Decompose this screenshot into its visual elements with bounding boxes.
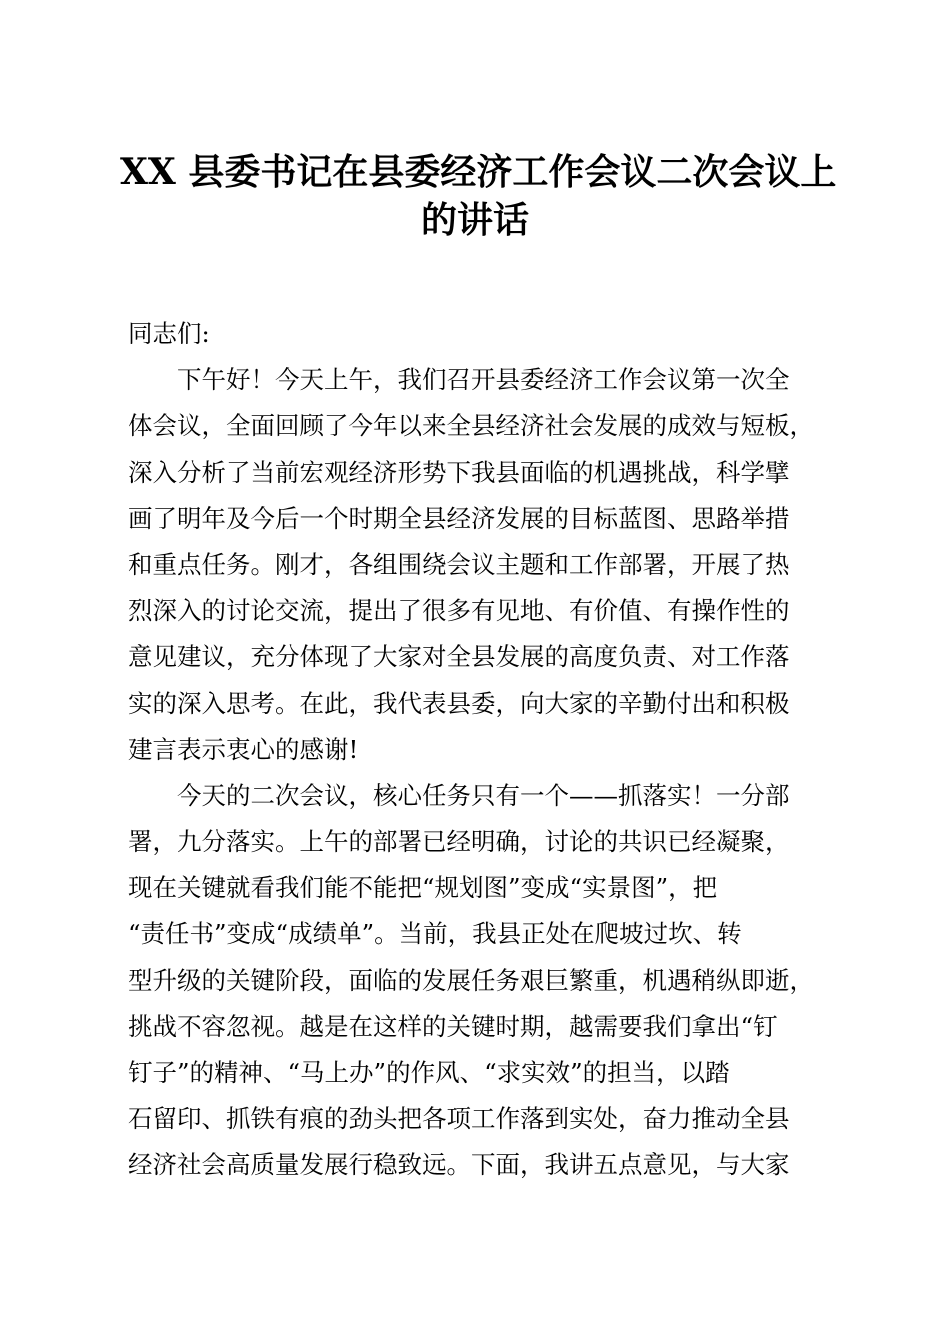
document-body: [128, 311, 848, 1189]
paragraph-line: 署，九分落实。上午的部署已经明确，讨论的共识已经凝聚，: [128, 827, 790, 857]
paragraph-line: 挑战不容忽视。越是在这样的关键时期，越需要我们拿出“钉: [128, 1011, 778, 1041]
paragraph-line: 石留印、抓铁有痕的劲头把各项工作落到实处，奋力推动全县: [128, 1104, 790, 1134]
salutation: 同志们:: [128, 319, 210, 348]
paragraph-1: [128, 357, 848, 773]
paragraph-line: 今天的二次会议，核心任务只有一个——抓落实！一分部: [177, 780, 790, 810]
paragraph-line: 钉子”的精神、“马上办”的作风、“求实效”的担当，以踏: [128, 1058, 730, 1087]
title-line-1: XX 县委书记在县委经济工作会议二次会议上: [120, 151, 837, 193]
paragraph-line: 体会议，全面回顾了今年以来全县经济社会发展的成效与短板，: [128, 411, 814, 441]
paragraph-line: 深入分析了当前宏观经济形势下我县面临的机遇挑战，科学擘: [128, 457, 790, 487]
paragraph-line: 现在关键就看我们能不能把“规划图”变成“实景图”，把: [128, 873, 718, 903]
title-line-2: 的讲话: [420, 199, 529, 241]
paragraph-line: 画了明年及今后一个时期全县经济发展的目标蓝图、思路举措: [128, 503, 790, 533]
paragraph-line: 实的深入思考。在此，我代表县委，向大家的辛勤付出和积极: [128, 688, 790, 718]
document-title: [120, 148, 837, 244]
paragraph-line: 下午好！今天上午，我们召开县委经济工作会议第一次全: [177, 365, 790, 395]
paragraph-line: 型升级的关键阶段，面临的发展任务艰巨繁重，机遇稍纵即逝，: [128, 965, 814, 995]
paragraph-line: “责任书”变成“成绩单”。当前，我县正处在爬坡过坎、转: [128, 919, 742, 949]
paragraph-line: 和重点任务。刚才，各组围绕会议主题和工作部署，开展了热: [128, 549, 790, 579]
paragraph-line: 经济社会高质量发展行稳致远。下面，我讲五点意见，与大家: [128, 1150, 790, 1180]
paragraph-line: 意见建议，充分体现了大家对全县发展的高度负责、对工作落: [128, 642, 790, 672]
paragraph-2: [128, 773, 848, 1189]
paragraph-line: 建言表示衷心的感谢!: [128, 734, 359, 764]
paragraph-line: 烈深入的讨论交流，提出了很多有见地、有价值、有操作性的: [128, 596, 790, 626]
